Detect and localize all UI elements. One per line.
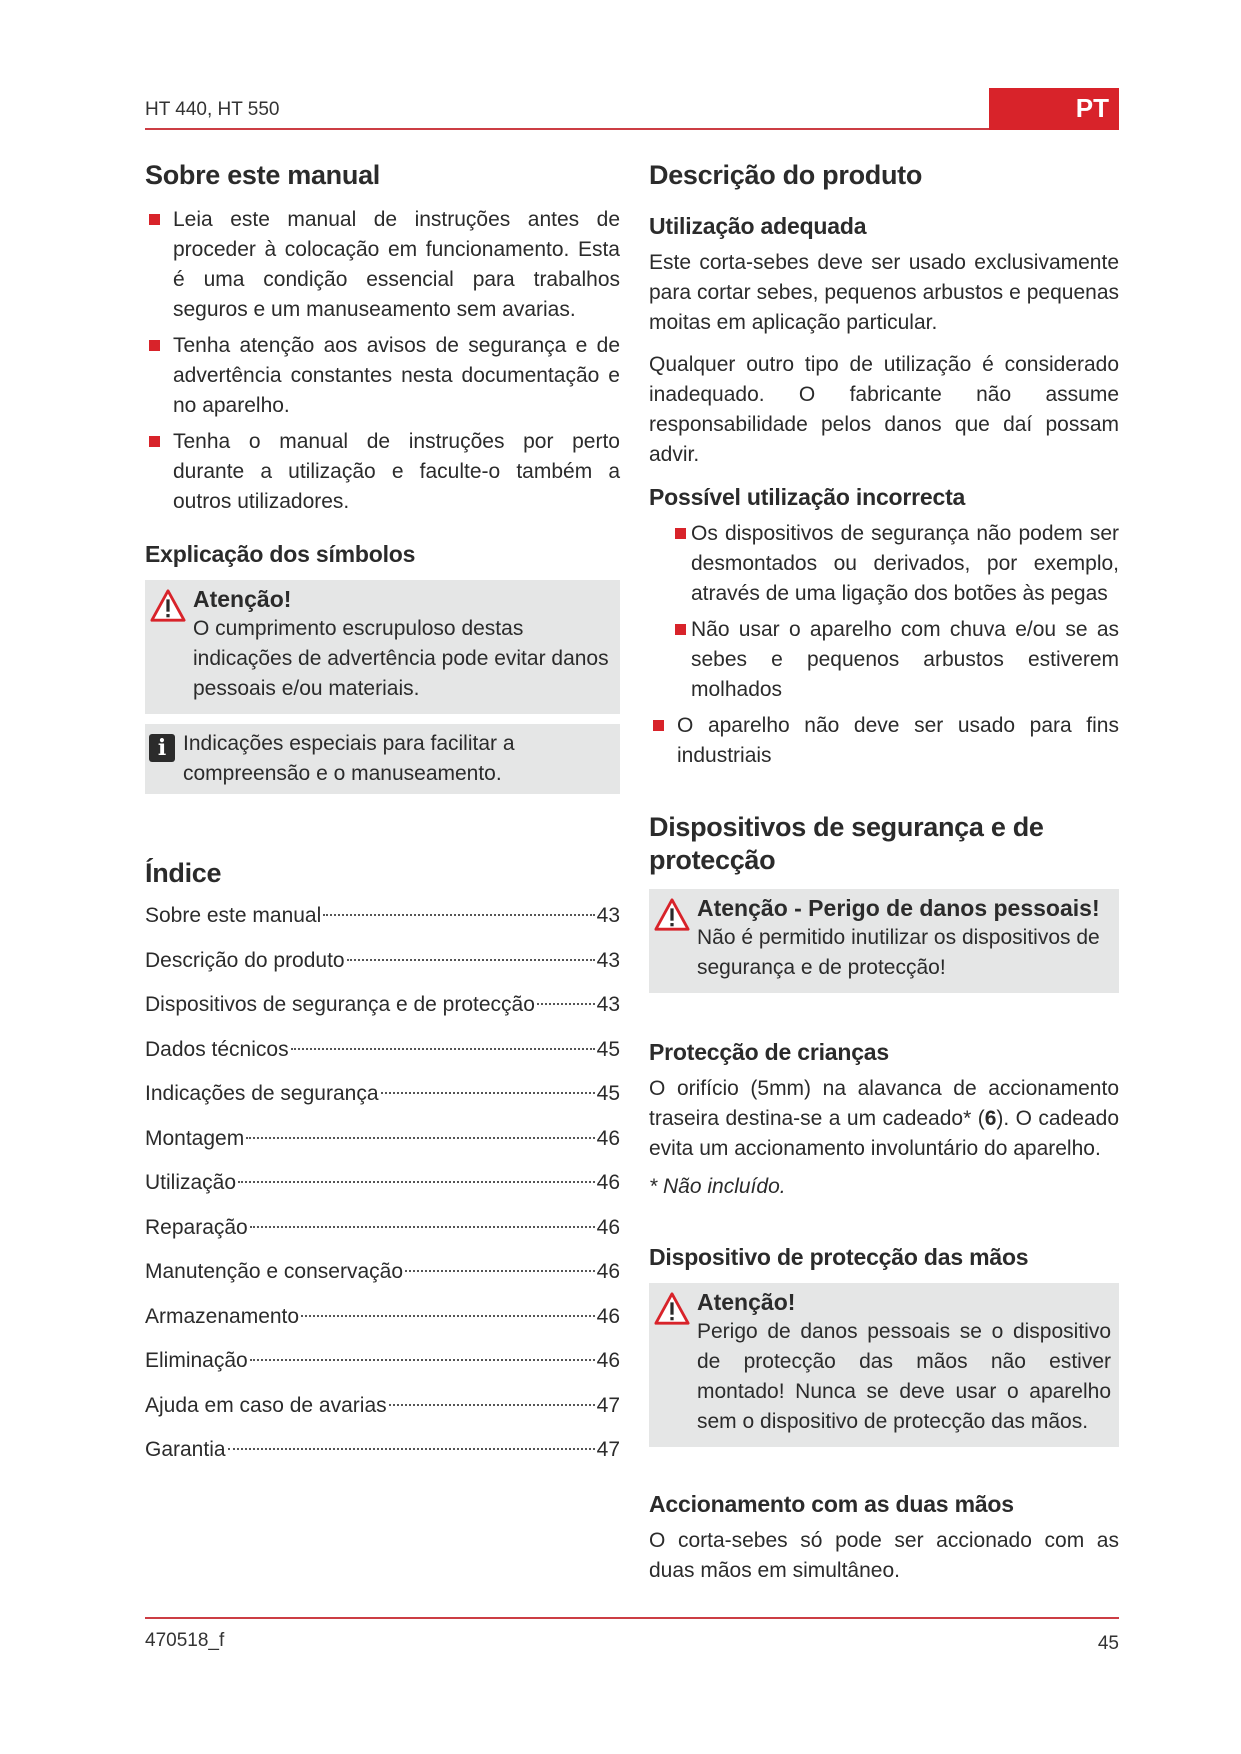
toc-page-number: 45 xyxy=(596,1037,620,1061)
toc-row xyxy=(145,1168,620,1213)
toc-label: Indicações de segurança xyxy=(145,1082,379,1105)
info-text: Indicações especiais para facilitar a compreensão e o manuseamento. xyxy=(183,732,515,785)
toc-leader xyxy=(246,1137,594,1139)
toc-page-number: 47 xyxy=(596,1393,620,1417)
toc-page-number: 43 xyxy=(596,948,620,972)
toc-page-number: 46 xyxy=(596,1171,620,1194)
header-rule xyxy=(145,128,989,130)
toc-page-number: 46 xyxy=(596,1215,620,1239)
toc-label: Utilização xyxy=(145,1171,237,1194)
toc-label: Garantia xyxy=(145,1438,226,1461)
toc-row xyxy=(145,901,620,946)
list-item: Leia este manual de instruções antes de proceder à colocação em funcionamento. Esta é uma condição essencial para trabalhos seguros e um manuseamento sem avarias. xyxy=(145,205,620,325)
warning-text: Não é permitido inutilizar os dispositivos de segurança e de protecção! xyxy=(697,926,1100,979)
toc-row xyxy=(145,1302,620,1347)
toc-leader xyxy=(537,1003,595,1005)
warning-triangle-icon xyxy=(653,1291,691,1327)
toc-label: Dispositivos de segurança e de protecção xyxy=(145,993,535,1016)
not-included-note: * Não incluído. xyxy=(649,1175,786,1198)
toc-row xyxy=(145,990,620,1035)
toc-row xyxy=(145,1124,620,1169)
document-code: 470518_f xyxy=(145,1630,225,1651)
right-column xyxy=(649,160,1119,1586)
toc-row xyxy=(145,1079,620,1124)
toc-page-number: 46 xyxy=(596,1260,620,1283)
danger-warning-box xyxy=(649,889,1119,993)
toc-label: Sobre este manual xyxy=(145,904,322,927)
child-protection-text: O orifício (5mm) na alavanca de accionamento traseira destina-se a um cadeado* (6). O cadeado evita um accionamento involuntário do aparelho. xyxy=(649,1077,1120,1160)
toc-page-number: 46 xyxy=(596,1349,620,1372)
toc-label: Eliminação xyxy=(145,1349,248,1372)
info-symbol-box xyxy=(145,724,620,794)
left-column xyxy=(145,160,620,1480)
toc-row xyxy=(145,1346,620,1391)
toc-row xyxy=(145,1257,620,1302)
model-header: HT 440, HT 550 xyxy=(145,99,280,120)
list-item: Tenha atenção aos avisos de segurança e de advertência constantes nesta documentação e no aparelho. xyxy=(145,331,620,421)
hand-guard-title: Dispositivo de protecção das mãos xyxy=(649,1244,1029,1270)
misuse-list xyxy=(649,519,1119,705)
warning-text: Perigo de danos pessoais se o dispositivo de protecção das mãos não estiver montado! Nunca se deve usar o aparelho sem o dispositivo de protecção das mãos. xyxy=(697,1320,1111,1433)
inadequate-use-text: Qualquer outro tipo de utilização é considerado inadequado. O fabricante não assume responsabilidade pelos danos que daí possam advir. xyxy=(649,353,1119,466)
warning-triangle-icon xyxy=(653,897,691,933)
square-bullet-icon xyxy=(149,340,160,351)
misuse-title: Possível utilização incorrecta xyxy=(649,484,966,510)
toc-leader xyxy=(250,1359,595,1361)
warning-title: Atenção! xyxy=(193,586,292,612)
toc-leader xyxy=(228,1448,595,1450)
toc-row xyxy=(145,1435,620,1480)
safety-devices-title: Dispositivos de segurança e de protecção xyxy=(649,812,1044,875)
toc-leader xyxy=(381,1092,595,1094)
toc-label: Dados técnicos xyxy=(145,1037,289,1061)
toc-leader xyxy=(301,1315,595,1317)
toc-page-number: 46 xyxy=(596,1304,620,1328)
toc-label: Reparação xyxy=(145,1215,248,1239)
hand-guard-warning-box xyxy=(649,1283,1119,1447)
child-protection-title: Protecção de crianças xyxy=(649,1039,889,1065)
toc-row xyxy=(145,1035,620,1080)
toc-leader xyxy=(291,1048,595,1050)
toc-row xyxy=(145,946,620,991)
toc-page-number: 47 xyxy=(596,1438,620,1461)
square-bullet-icon xyxy=(149,214,160,225)
list-item: Tenha o manual de instruções por perto durante a utilização e faculte-o também a outros utilizadores. xyxy=(145,427,620,517)
toc-label: Montagem xyxy=(145,1126,245,1150)
toc-leader xyxy=(250,1226,595,1228)
toc-leader xyxy=(389,1404,595,1406)
page-number: 45 xyxy=(1097,1633,1119,1654)
list-item: O aparelho não deve ser usado para fins industriais xyxy=(649,711,1119,771)
intended-use-text: Este corta-sebes deve ser usado exclusivamente para cortar sebes, pequenos arbustos e pequenas moitas em aplicação particular. xyxy=(649,251,1119,334)
two-hand-title: Accionamento com as duas mãos xyxy=(649,1491,1014,1517)
toc-leader xyxy=(238,1181,595,1183)
intended-use-title: Utilização adequada xyxy=(649,213,867,239)
language-tab: PT xyxy=(989,88,1119,130)
toc-row xyxy=(145,1391,620,1436)
table-of-contents xyxy=(145,901,620,1480)
warning-title: Atenção! xyxy=(697,1289,796,1315)
product-title: Descrição do produto xyxy=(649,160,923,190)
index-title: Índice xyxy=(145,858,222,888)
about-bullet-list xyxy=(145,205,620,517)
toc-page-number: 43 xyxy=(596,993,620,1016)
square-bullet-icon xyxy=(675,528,686,539)
toc-row xyxy=(145,1213,620,1258)
toc-leader xyxy=(405,1270,595,1272)
toc-leader xyxy=(323,914,594,916)
warning-title: Atenção - Perigo de danos pessoais! xyxy=(697,895,1100,921)
misuse-list-extra xyxy=(649,711,1119,771)
square-bullet-icon xyxy=(675,624,686,635)
square-bullet-icon xyxy=(149,436,160,447)
list-item: Não usar o aparelho com chuva e/ou se as sebes e pequenos arbustos estiverem molhados xyxy=(649,615,1119,705)
about-title: Sobre este manual xyxy=(145,160,380,190)
square-bullet-icon xyxy=(653,720,664,731)
toc-label: Ajuda em caso de avarias xyxy=(145,1393,387,1417)
toc-label: Manutenção e conservação xyxy=(145,1260,403,1283)
warning-triangle-icon xyxy=(149,588,187,624)
footer-rule xyxy=(145,1617,1119,1619)
toc-page-number: 43 xyxy=(596,904,620,927)
toc-label: Descrição do produto xyxy=(145,948,345,972)
toc-page-number: 45 xyxy=(596,1082,620,1105)
list-item: Os dispositivos de segurança não podem ser desmontados ou derivados, por exemplo, através de uma ligação dos botões às pegas xyxy=(649,519,1119,609)
symbols-title: Explicação dos símbolos xyxy=(145,541,416,567)
warning-symbol-box xyxy=(145,580,620,714)
toc-label: Armazenamento xyxy=(145,1304,300,1328)
two-hand-text: O corta-sebes só pode ser accionado com as duas mãos em simultâneo. xyxy=(649,1529,1119,1582)
toc-page-number: 46 xyxy=(596,1126,620,1150)
info-icon: i xyxy=(149,734,175,762)
warning-text: O cumprimento escrupuloso destas indicações de advertência pode evitar danos pessoais e/ou materiais. xyxy=(193,617,609,700)
toc-leader xyxy=(347,959,595,961)
